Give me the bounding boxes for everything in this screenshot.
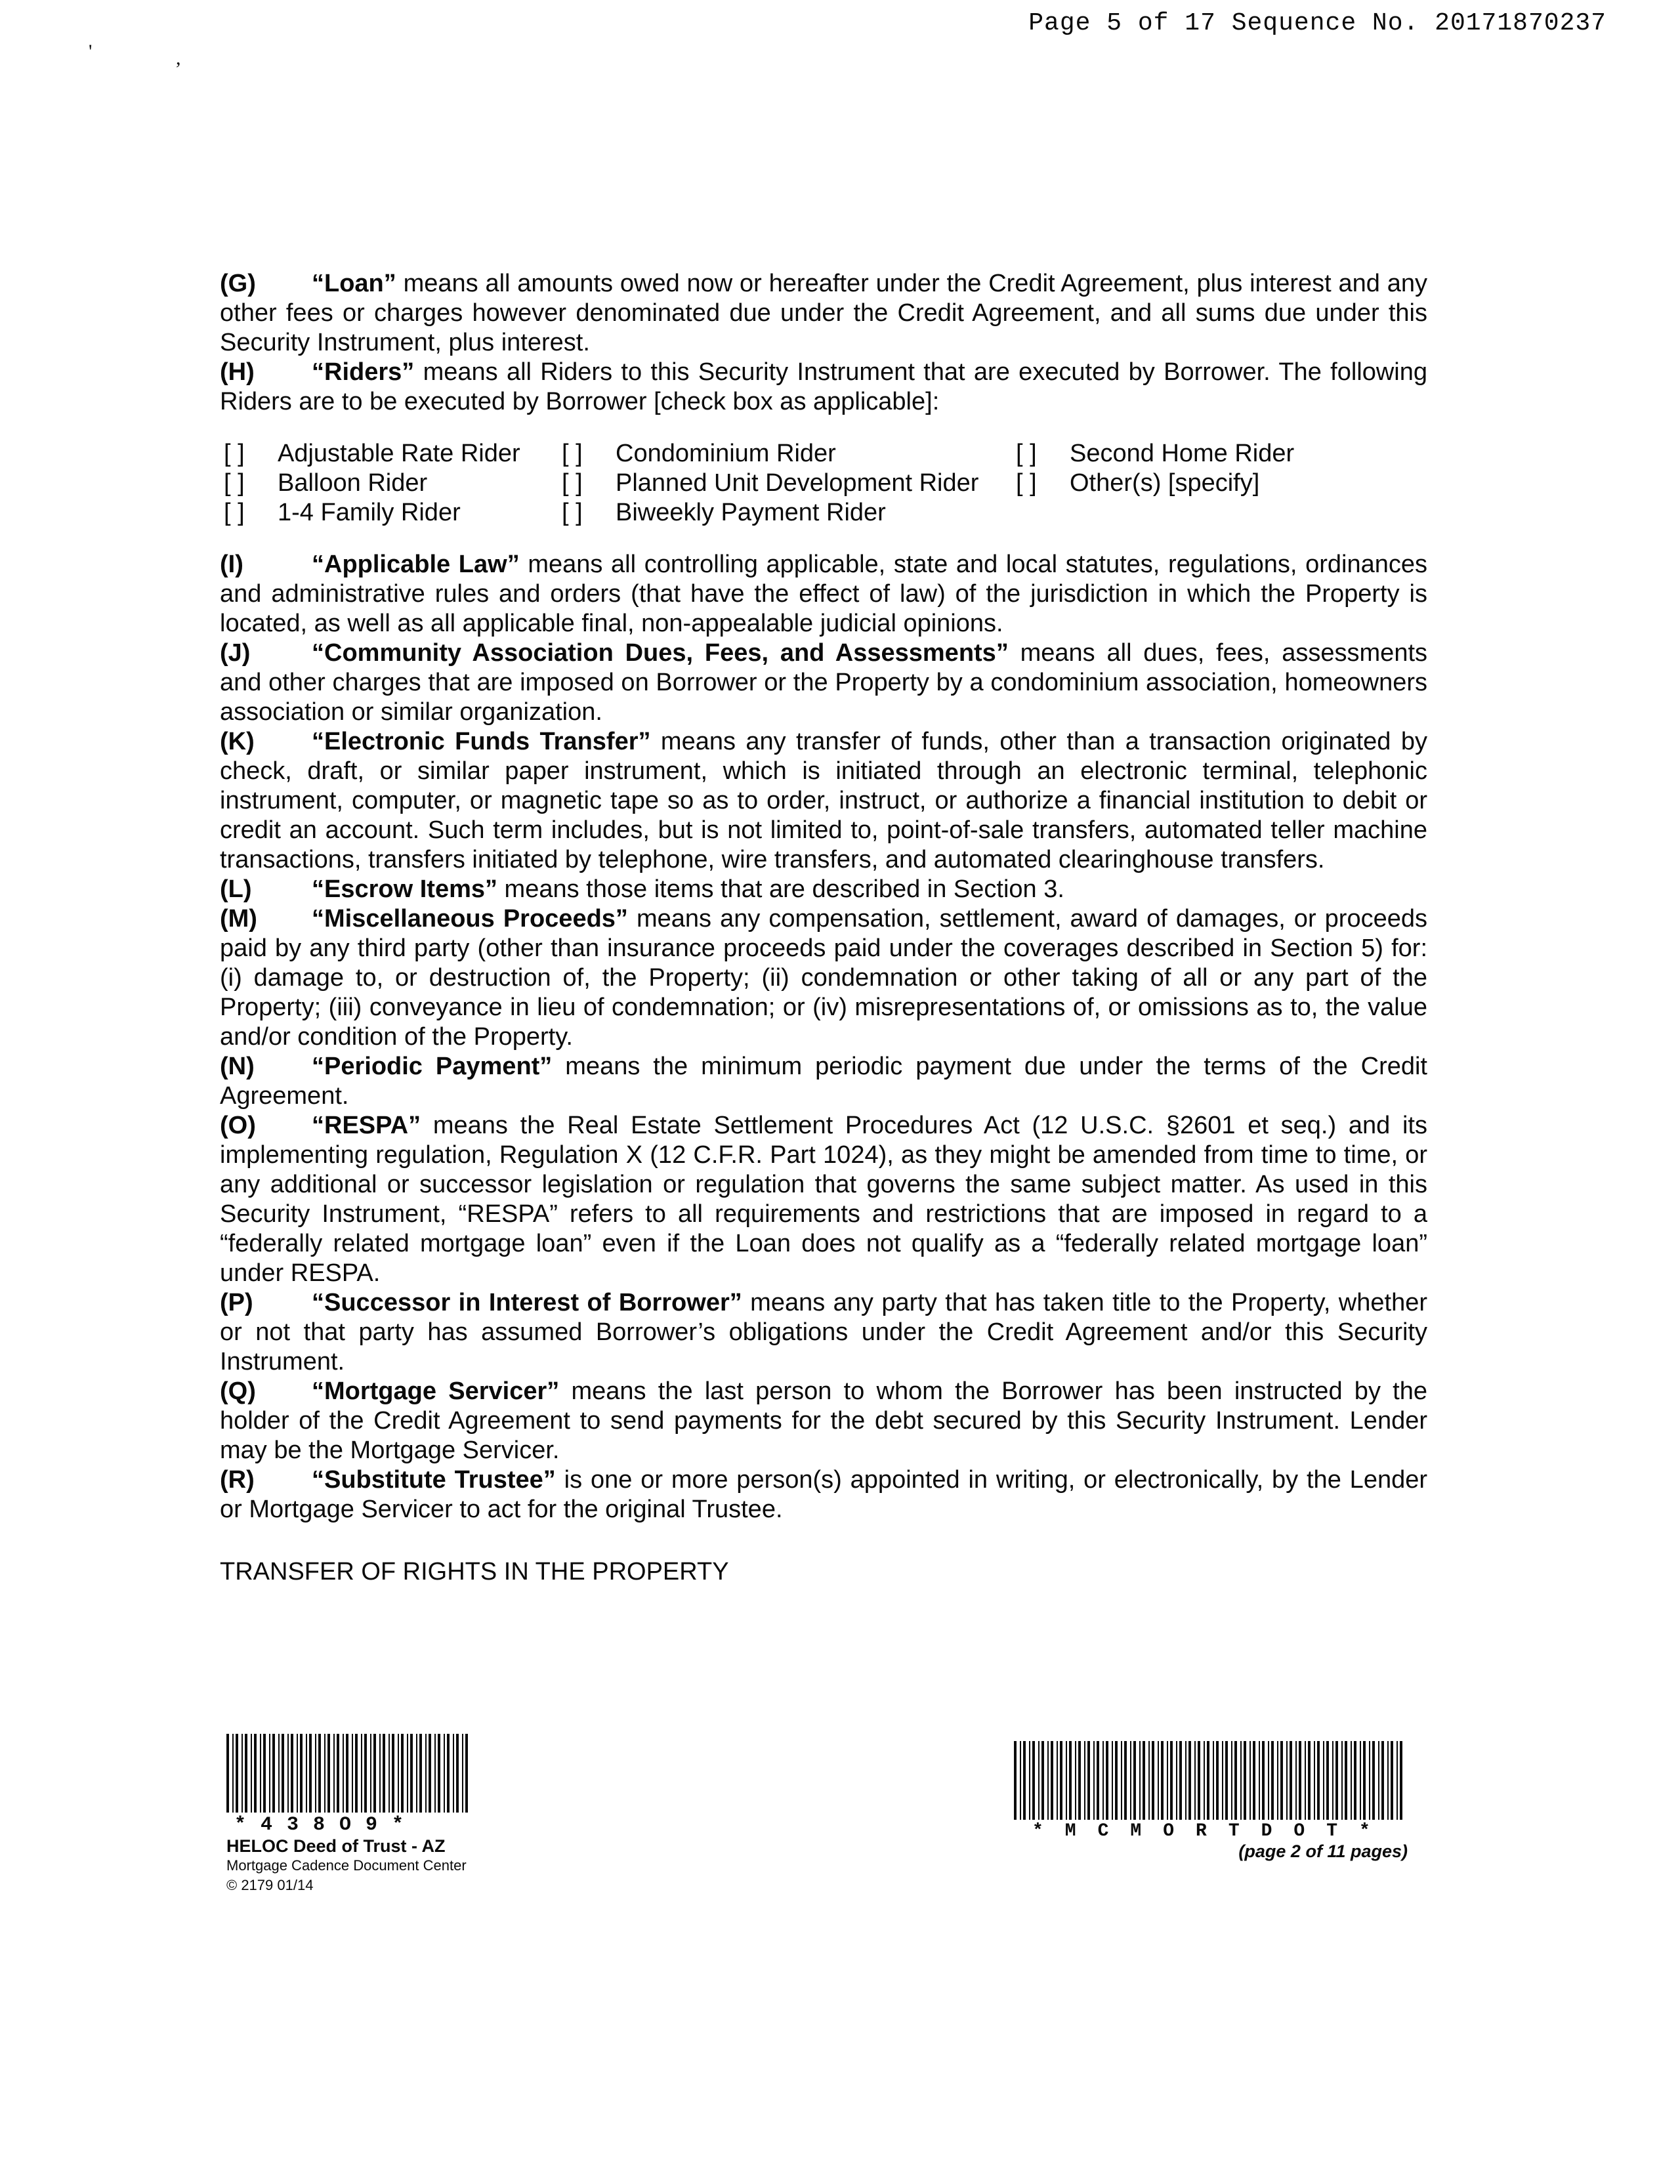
rider-checkbox: [ ] [224, 469, 245, 497]
rider-option [220, 469, 558, 498]
barcode-text: *438O9* [234, 1814, 419, 1836]
barcode-graphic [226, 1734, 476, 1813]
barcode-bar [1317, 1741, 1320, 1820]
rider-option [558, 498, 1012, 528]
definition-letter: (I) [220, 551, 243, 578]
barcode-bar [1041, 1741, 1044, 1820]
definition-paragraph [220, 727, 1427, 875]
rider-checkbox: [ ] [224, 499, 245, 526]
barcode-bar [1351, 1741, 1352, 1820]
form-subtitle: Mortgage Cadence Document Center © 2179 01/14 [226, 1857, 467, 1893]
definition-term: “RESPA” [312, 1112, 421, 1139]
barcode-bar [1185, 1741, 1186, 1820]
definition-paragraph [220, 639, 1427, 727]
definition-term: “Riders” [312, 358, 415, 386]
barcode-bar [242, 1734, 243, 1813]
definition-term: “Applicable Law” [312, 551, 520, 578]
definition-term: “Periodic Payment” [312, 1053, 553, 1080]
barcode-bar [1305, 1741, 1306, 1820]
rider-label: Other(s) [specify] [1070, 469, 1260, 497]
rider-row [220, 469, 1427, 498]
barcode-bar [1188, 1741, 1191, 1820]
form-title: HELOC Deed of Trust - AZ [226, 1836, 446, 1856]
rider-option [220, 498, 558, 528]
barcode-bar [1299, 1741, 1301, 1820]
rider-checkbox: [ ] [562, 499, 583, 526]
barcode-bar [407, 1734, 408, 1813]
definition-paragraph [220, 550, 1427, 639]
definition-text: is one or more person(s) appointed in writing, or electronically, by the Lender or Mortgage Servicer to act for the original Trustee. [220, 1466, 1428, 1523]
barcode-bar [324, 1734, 326, 1813]
barcode-bar [398, 1734, 399, 1813]
definition-paragraph [220, 1288, 1427, 1377]
definition-paragraph [220, 358, 1427, 417]
barcode-bar [1277, 1741, 1278, 1820]
barcode-bar [1345, 1741, 1347, 1820]
barcode-bar [1207, 1741, 1209, 1820]
barcode-bar [1314, 1741, 1315, 1820]
definition-text: means any party that has taken title to the Property, whether or not that party has assumed Borrower’s obligations under the Credit Agreement and/or this Security Instrument. [220, 1289, 1427, 1376]
barcode-bar [1152, 1741, 1154, 1820]
barcode-bar [287, 1734, 289, 1813]
definition-text: means those items that are described in Section 3. [497, 875, 1064, 903]
barcode-bar [379, 1734, 381, 1813]
barcode-bar [1231, 1741, 1232, 1820]
rider-checkbox: [ ] [1016, 440, 1037, 467]
barcode-bar [1354, 1741, 1356, 1820]
barcode-bar [401, 1734, 404, 1813]
barcode-bar [1176, 1741, 1177, 1820]
definition-paragraph [220, 1111, 1427, 1288]
barcode-bar [1038, 1741, 1040, 1820]
definition-paragraph [220, 1377, 1427, 1465]
barcode-bar [1271, 1741, 1274, 1820]
barcode-bar [1194, 1741, 1196, 1820]
barcode-bar [254, 1734, 257, 1813]
barcode-bar [1078, 1741, 1081, 1820]
barcode-bar [1020, 1741, 1021, 1820]
definition-term: “Electronic Funds Transfer” [312, 728, 651, 755]
barcode-bar [1250, 1741, 1251, 1820]
barcode-bar [1066, 1741, 1067, 1820]
barcode-bar [232, 1734, 234, 1813]
definition-letter: (G) [220, 270, 256, 297]
definition-paragraph [220, 904, 1427, 1052]
rider-checkbox: [ ] [1016, 469, 1037, 497]
barcode-bar [416, 1734, 417, 1813]
barcode-bar [1075, 1741, 1076, 1820]
barcode-bar [1170, 1741, 1173, 1820]
barcode-bar [1341, 1741, 1343, 1820]
barcode-bar [1372, 1741, 1375, 1820]
barcode-bar [434, 1734, 436, 1813]
barcode-bar [1158, 1741, 1159, 1820]
barcode-bar [1280, 1741, 1283, 1820]
definitions-group-1 [220, 269, 1427, 417]
barcode-bar [1148, 1741, 1150, 1820]
rider-option [1012, 469, 1427, 498]
definition-text: means all dues, fees, assessments and other charges that are imposed on Borrower or the Property by a condominium association, homeowners association or similar organization. [220, 639, 1428, 726]
barcode-bar [300, 1734, 303, 1813]
barcode-bar [346, 1734, 348, 1813]
definition-text: means the minimum periodic payment due under the terms of the Credit Agreement. [220, 1053, 1427, 1110]
barcode-bar [429, 1734, 431, 1813]
barcode-bar [1179, 1741, 1182, 1820]
rider-label: Condominium Rider [616, 440, 836, 467]
barcode-bar [1115, 1741, 1118, 1820]
barcode-bar [260, 1734, 261, 1813]
barcode-bar [291, 1734, 293, 1813]
barcode-bar [269, 1734, 270, 1813]
barcode-bar [444, 1734, 445, 1813]
barcode-bar [410, 1734, 413, 1813]
barcode-bar [438, 1734, 440, 1813]
barcode-bar [1222, 1741, 1223, 1820]
barcode-bar [383, 1734, 385, 1813]
barcode-bar [1106, 1741, 1108, 1820]
barcode-bar [1121, 1741, 1122, 1820]
barcode-bar [388, 1734, 390, 1813]
rider-checkbox: [ ] [562, 440, 583, 467]
definition-letter: (Q) [220, 1377, 256, 1405]
definition-letter: (H) [220, 358, 255, 386]
barcode-bar [1369, 1741, 1370, 1820]
barcode-bar [1167, 1741, 1168, 1820]
definition-paragraph [220, 1465, 1427, 1524]
barcode-bar [1253, 1741, 1255, 1820]
section-title: TRANSFER OF RIGHTS IN THE PROPERTY [220, 1558, 729, 1586]
rider-checkbox: [ ] [224, 440, 245, 467]
rider-label: Biweekly Payment Rider [616, 499, 886, 526]
barcode-bar [263, 1734, 266, 1813]
scan-speck: ' [89, 41, 93, 62]
barcode-bar [1332, 1741, 1334, 1820]
barcode-bar [373, 1734, 376, 1813]
barcode-bar [392, 1734, 394, 1813]
document-barcode-block [1014, 1741, 1408, 1862]
barcode-bar [1387, 1741, 1389, 1820]
riders-checklist [220, 439, 1427, 528]
definition-text: means the Real Estate Settlement Procedures Act (12 U.S.C. §2601 et seq.) and its implementing regulation, Regulation X (12 C.F.R. Part 1024), as they might be amended from time to time, or any additional or successor legislation or regulation that governs the same subject matter. As used in this Security Instrument, “RESPA” refers to all requirements and restrictions that are imposed in regard to a “federally related mortgage loan” even if the Loan does not qualify as a “federally related mortgage loan” under RESPA. [220, 1112, 1427, 1287]
rider-checkbox: [ ] [562, 469, 583, 497]
barcode-bar [1060, 1741, 1062, 1820]
barcode-bar [352, 1734, 353, 1813]
barcode-bar [425, 1734, 427, 1813]
barcode-bar [1143, 1741, 1145, 1820]
barcode-graphic [1014, 1741, 1408, 1820]
barcode-bar [1268, 1741, 1269, 1820]
barcode-bar [1363, 1741, 1366, 1820]
barcode-bar [1133, 1741, 1136, 1820]
barcode-bar [272, 1734, 275, 1813]
page-count: (page 2 of 11 pages) [1238, 1841, 1408, 1861]
definition-letter: (O) [220, 1112, 256, 1139]
barcode-bar [1262, 1741, 1265, 1820]
barcode-bar [1326, 1741, 1329, 1820]
definition-letter: (P) [220, 1289, 253, 1316]
rider-row [220, 498, 1427, 528]
barcode-bar [465, 1734, 468, 1813]
barcode-bar [1259, 1741, 1260, 1820]
definition-text: means all controlling applicable, state and local statutes, regulations, ordinances and administrative rules and orders (that have the effect of law) of the jurisdiction in which the Property is located, as well as all applicable final, non-appealable judicial opinions. [220, 551, 1427, 637]
rider-label: Adjustable Rate Rider [278, 440, 520, 467]
definition-term: “Mortgage Servicer” [312, 1377, 560, 1405]
barcode-bar [1139, 1741, 1141, 1820]
barcode-bar [1057, 1741, 1058, 1820]
rider-option [558, 439, 1012, 469]
barcode-bar [1093, 1741, 1095, 1820]
definition-text: means the last person to whom the Borrower has been instructed by the holder of the Credit Agreement to send payments for the debt secured by this Security Instrument. Lender may be the Mortgage Servicer. [220, 1377, 1427, 1464]
barcode-bar [333, 1734, 335, 1813]
barcode-bar [456, 1734, 459, 1813]
barcode-bar [1323, 1741, 1324, 1820]
barcode-bar [251, 1734, 252, 1813]
barcode-bar [343, 1734, 344, 1813]
definition-letter: (J) [220, 639, 251, 667]
definition-term: “Loan” [312, 270, 396, 297]
barcode-bar [236, 1734, 238, 1813]
barcode-bar [1234, 1741, 1237, 1820]
definition-text: means all amounts owed now or hereafter under the Credit Agreement, plus interest and any other fees or charges however denominated due under the Credit Agreement, and all sums due under this Security Instrument, plus interest. [220, 270, 1427, 356]
barcode-bar [1400, 1741, 1402, 1820]
barcode-bar [1360, 1741, 1361, 1820]
barcode-bar [327, 1734, 330, 1813]
barcode-bar [1097, 1741, 1099, 1820]
rider-option [220, 439, 558, 469]
barcode-bar [1286, 1741, 1288, 1820]
barcode-bar [1112, 1741, 1113, 1820]
barcode-bar [1130, 1741, 1131, 1820]
barcode-bar [1032, 1741, 1035, 1820]
barcode-bar [1378, 1741, 1379, 1820]
barcode-bar [1335, 1741, 1338, 1820]
barcode-bar [1213, 1741, 1214, 1820]
definition-text: means any compensation, settlement, award of damages, or proceeds paid by any third party (other than insurance proceeds paid under the coverages described in Section 5) for: (i) damage to, or destruction of, the Property; (ii) condemnation or other taking of all or any part of the Property; (iii) conveyance in lieu of condemnation; or (iv) misrepresentations of, or omissions as to, the value and/or condition of the Property. [220, 905, 1427, 1051]
barcode-bar [337, 1734, 339, 1813]
barcode-bar [462, 1734, 463, 1813]
barcode-bar [315, 1734, 316, 1813]
definition-term: “Miscellaneous Proceeds” [312, 905, 628, 933]
barcode-text: *MCMORTDOT* [1032, 1821, 1392, 1841]
barcode-bar [1047, 1741, 1049, 1820]
definition-term: “Successor in Interest of Borrower” [312, 1289, 742, 1316]
barcode-bar [278, 1734, 280, 1813]
barcode-bar [297, 1734, 298, 1813]
definition-term: “Escrow Items” [312, 875, 497, 903]
definition-letter: (L) [220, 875, 252, 903]
definition-letter: (N) [220, 1053, 255, 1080]
barcode-bar [1161, 1741, 1164, 1820]
barcode-bar [1084, 1741, 1085, 1820]
definition-paragraph [220, 269, 1427, 358]
barcode-bar [355, 1734, 358, 1813]
page-sequence-header: Page 5 of 17 Sequence No. 20171870237 [1028, 9, 1606, 37]
definition-term: “Substitute Trustee” [312, 1466, 556, 1494]
rider-label: Second Home Rider [1070, 440, 1295, 467]
barcode-bar [1051, 1741, 1053, 1820]
barcode-bar [306, 1734, 307, 1813]
rider-row [220, 439, 1427, 469]
barcode-bar [361, 1734, 362, 1813]
definition-paragraph [220, 875, 1427, 904]
definition-letter: (R) [220, 1466, 255, 1494]
barcode-bar [364, 1734, 367, 1813]
barcode-bar [1102, 1741, 1104, 1820]
definition-term: “Community Association Dues, Fees, and Assessments” [312, 639, 1009, 667]
rider-label: 1-4 Family Rider [278, 499, 461, 526]
definition-letter: (M) [220, 905, 257, 933]
barcode-bar [1216, 1741, 1219, 1820]
barcode-bar [453, 1734, 454, 1813]
scan-speck: , [176, 47, 181, 69]
barcode-bar [1124, 1741, 1127, 1820]
rider-label: Planned Unit Development Rider [616, 469, 979, 497]
definition-text: means all Riders to this Security Instrument that are executed by Borrower. The following Riders are to be executed by Borrower [check box as applicable]: [220, 358, 1427, 415]
barcode-bar [1396, 1741, 1398, 1820]
rider-option [1012, 439, 1427, 469]
barcode-bar [226, 1734, 229, 1813]
rider-option [558, 469, 1012, 498]
rider-label: Balloon Rider [278, 469, 428, 497]
document-body [220, 269, 1427, 1587]
barcode-bar [282, 1734, 284, 1813]
barcode-bar [1225, 1741, 1228, 1820]
barcode-bar [419, 1734, 422, 1813]
barcode-bar [1029, 1741, 1030, 1820]
barcode-bar [1295, 1741, 1297, 1820]
barcode-bar [1087, 1741, 1090, 1820]
form-barcode-block [226, 1734, 476, 1895]
definitions-group-2 [220, 550, 1427, 1524]
barcode-bar [1290, 1741, 1292, 1820]
definition-letter: (K) [220, 728, 255, 755]
barcode-bar [245, 1734, 247, 1813]
barcode-bar [1381, 1741, 1384, 1820]
barcode-bar [447, 1734, 450, 1813]
barcode-bar [1244, 1741, 1246, 1820]
barcode-bar [309, 1734, 312, 1813]
barcode-bar [1391, 1741, 1393, 1820]
barcode-bar [1198, 1741, 1200, 1820]
barcode-bar [318, 1734, 321, 1813]
barcode-bar [370, 1734, 371, 1813]
barcode-bar [1308, 1741, 1311, 1820]
barcode-bar [1240, 1741, 1242, 1820]
barcode-bar [1204, 1741, 1205, 1820]
barcode-bar [1069, 1741, 1072, 1820]
definition-text: means any transfer of funds, other than a transaction originated by check, draft, or similar paper instrument, which is initiated through an electronic terminal, telephonic instrument, computer, or magnetic tape so as to order, instruct, or authorize a financial institution to debit or credit an account. Such term includes, but is not limited to, point-of-sale transfers, automated teller machine transactions, transfers initiated by telephone, wire transfers, and automated clearinghouse transfers. [220, 728, 1427, 873]
definition-paragraph [220, 1052, 1427, 1111]
barcode-bar [1014, 1741, 1017, 1820]
barcode-bar [1023, 1741, 1026, 1820]
